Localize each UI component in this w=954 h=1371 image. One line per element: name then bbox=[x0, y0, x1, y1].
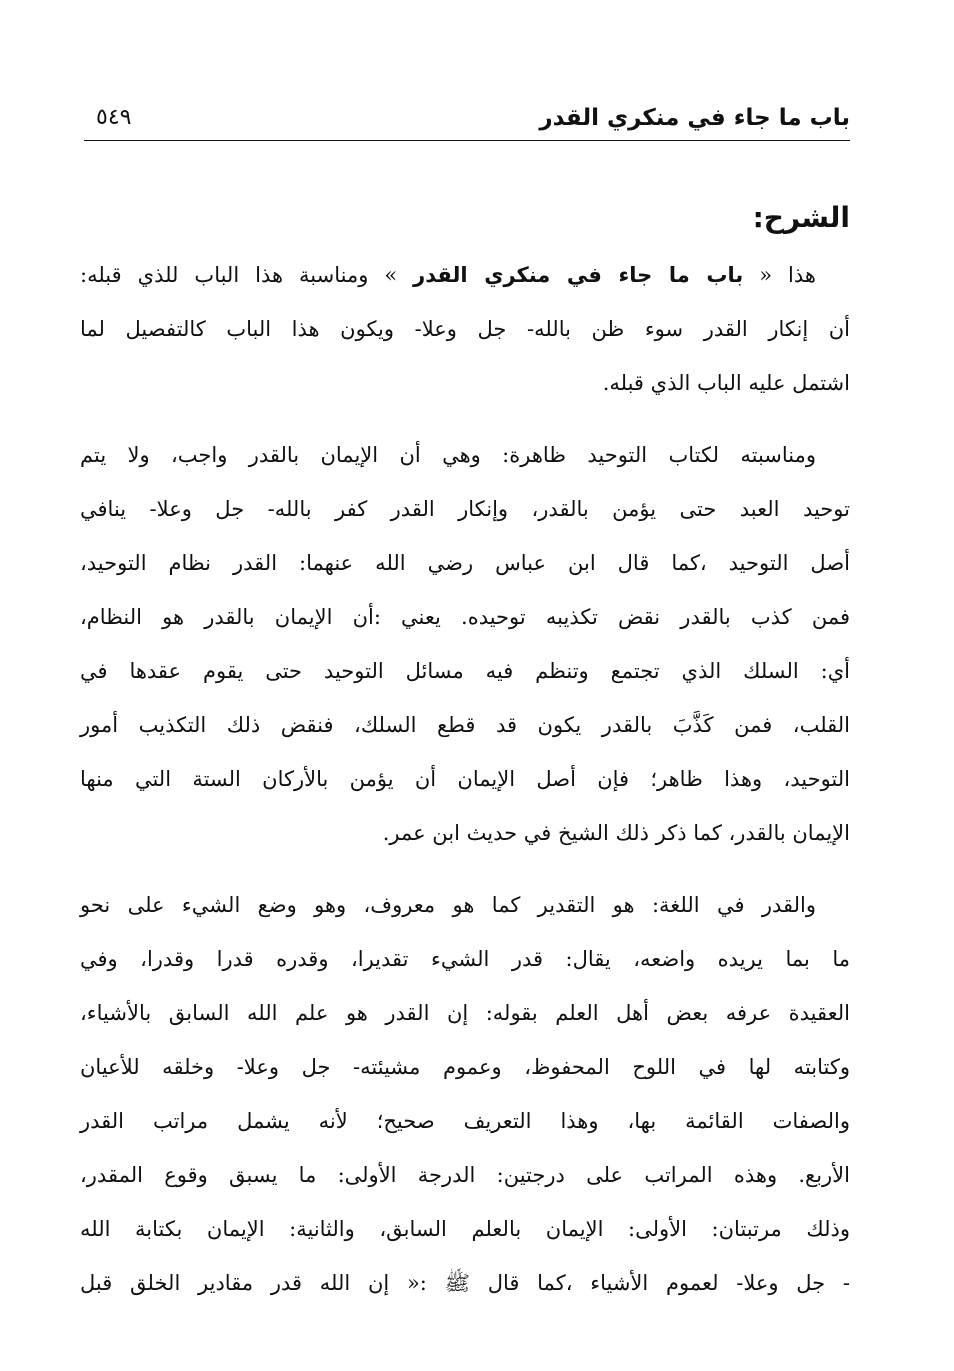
paragraph-2 bbox=[80, 428, 850, 860]
paragraph-3 bbox=[80, 878, 850, 1310]
text-line: أصل التوحيد ،كما قال ابن عباس رضي الله عنهما: القدر نظام التوحيد، bbox=[80, 551, 850, 575]
header-rule bbox=[84, 140, 850, 141]
text-line: فمن كذب بالقدر نقض تكذيبه توحيده. يعني :أن الإيمان بالقدر هو النظام، bbox=[80, 605, 850, 629]
text-line: والصفات القائمة بها، وهذا التعريف صحيح؛ لأنه يشمل مراتب القدر bbox=[80, 1109, 850, 1133]
text-line: القلب، فمن كَذَّبَ بالقدر يكون قد قطع السلك، فنقض ذلك التكذيب أمور bbox=[80, 713, 850, 737]
text-line: توحيد العبد حتى يؤمن بالقدر، وإنكار القدر كفر بالله- جل وعلا- ينافي bbox=[80, 497, 850, 521]
page-number: ٥٤٩ bbox=[96, 105, 132, 130]
text-line: الأربع. وهذه المراتب على درجتين: الدرجة الأولى: ما يسبق وقوع المقدر، bbox=[80, 1163, 850, 1187]
running-head bbox=[84, 98, 850, 138]
bold-chapter-reference: باب ما جاء في منكري القدر bbox=[413, 263, 744, 287]
text-line: وكتابته لها في اللوح المحفوظ، وعموم مشيئته- جل وعلا- وخلقه للأعيان bbox=[80, 1055, 850, 1079]
paragraph-gap bbox=[80, 860, 850, 878]
text-line: الإيمان بالقدر، كما ذكر ذلك الشيخ في حديث ابن عمر. bbox=[382, 821, 850, 845]
text-line: العقيدة عرفه بعض أهل العلم بقوله: إن القدر هو علم الله السابق بالأشياء، bbox=[80, 1001, 850, 1025]
text-line: هذا « باب ما جاء في منكري القدر » ومناسبة هذا الباب للذي قبله: bbox=[80, 263, 816, 287]
section-heading: الشرح: bbox=[752, 201, 850, 234]
text-line: التوحيد، وهذا ظاهر؛ فإن أصل الإيمان أن يؤمن بالأركان الستة التي منها bbox=[80, 767, 850, 791]
text-line: اشتمل عليه الباب الذي قبله. bbox=[602, 371, 850, 395]
paragraph-1 bbox=[80, 248, 850, 410]
text-line: ومناسبته لكتاب التوحيد ظاهرة: وهي أن الإيمان بالقدر واجب، ولا يتم bbox=[80, 443, 816, 467]
text-line: أن إنكار القدر سوء ظن بالله- جل وعلا- ويكون هذا الباب كالتفصيل لما bbox=[80, 317, 850, 341]
page-body bbox=[80, 196, 850, 1310]
chapter-title: باب ما جاء في منكري القدر bbox=[539, 105, 850, 131]
paragraph-gap bbox=[80, 410, 850, 428]
text-line: أي: السلك الذي تجتمع وتنظم فيه مسائل التوحيد حتى يقوم عقدها في bbox=[80, 659, 850, 683]
text-line: ما بما يريده واضعه، يقال: قدر الشيء تقديرا، وقدره قدرا وقدرا، وفي bbox=[80, 947, 850, 971]
text-line: - جل وعلا- لعموم الأشياء ،كما قال ﷺ :« إن الله قدر مقادير الخلق قبل bbox=[80, 1271, 850, 1295]
text-line: وذلك مرتبتان: الأولى: الإيمان بالعلم السابق، والثانية: الإيمان بكتابة الله bbox=[80, 1217, 850, 1241]
text-line: والقدر في اللغة: هو التقدير كما هو معروف، وهو وضع الشيء على نحو bbox=[80, 893, 816, 917]
